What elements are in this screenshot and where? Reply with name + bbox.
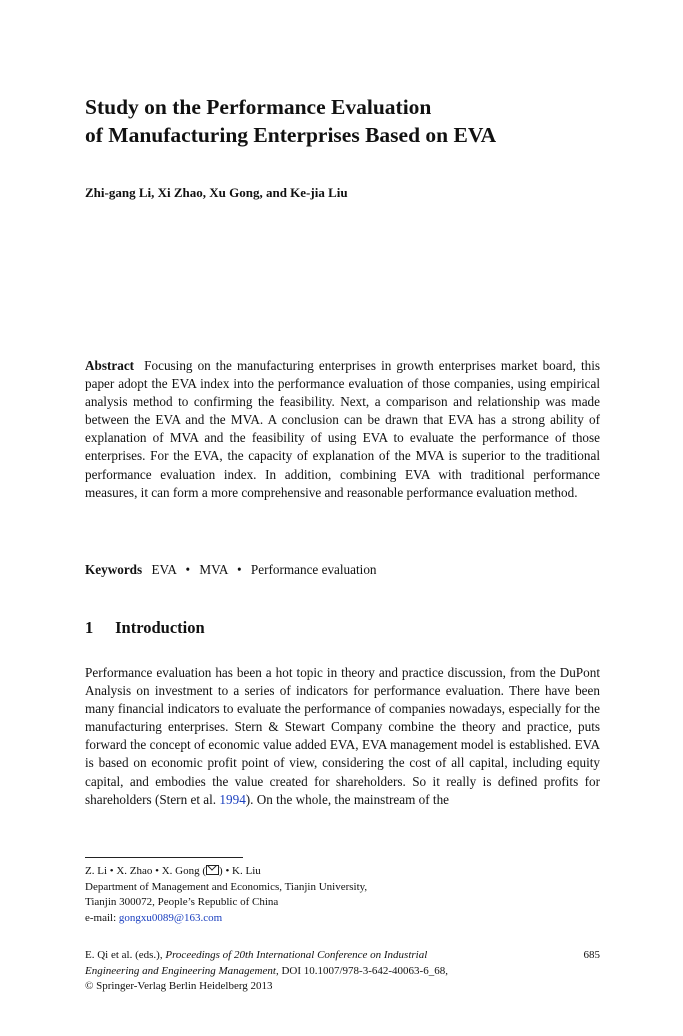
page-number: 685 xyxy=(583,949,600,961)
keyword-separator: • xyxy=(237,562,242,577)
copyright: © Springer-Verlag Berlin Heidelberg 2013 xyxy=(85,980,273,993)
paper-title xyxy=(85,93,605,149)
title-line-1: Study on the Performance Evaluation xyxy=(85,95,432,119)
section-heading xyxy=(85,618,205,638)
doi: , DOI 10.1007/978-3-642-40063-6_68, xyxy=(275,964,448,977)
keyword-item: MVA xyxy=(199,562,228,577)
keyword-item: Performance evaluation xyxy=(250,562,377,577)
abstract-text: Focusing on the manufacturing enterprises in growth enterprises market board, this paper adopt the EVA index into the performance evaluation of those companies, using empirical analysis method to confirming the feasibility. Next, a comparison and relationship was made between the EVA and the MVA. A conclusion can be drawn that EVA has a strong ability of explanation of MVA and the feasibility of using EVA to evaluate the performance of those enterprises. For the EVA, the capacity of explanation of the MVA is superior to the traditional performance evaluation index. In addition, combining EVA with traditional performance measures, it can form a more comprehensive and reasonable performance evaluation method. xyxy=(85,358,601,500)
keyword-item: EVA xyxy=(151,562,177,577)
footnote-divider xyxy=(85,857,243,858)
intro-text-end: ). On the whole, the mainstream of the xyxy=(245,791,450,807)
email-link[interactable]: gongxu0089@163.com xyxy=(118,911,223,924)
email-label: e-mail: xyxy=(85,911,119,924)
title-line-2: of Manufacturing Enterprises Based on EVA xyxy=(85,123,497,147)
publication-info xyxy=(85,948,600,995)
affiliation-line: Department of Management and Economics, Tianjin University, xyxy=(85,880,368,893)
affiliation-line: Tianjin 300072, People’s Republic of China xyxy=(85,896,279,909)
author-list: Zhi-gang Li, Xi Zhao, Xu Gong, and Ke-jia Liu xyxy=(85,185,348,200)
abstract xyxy=(85,357,600,502)
intro-text: Performance evaluation has been a hot topic in theory and practice discussion, from the DuPont Analysis on investment to a series of indicators for performance evaluation. There have been many financial indicators to evaluate the performance of companies nowadays, especially for the manufacturing enterprises. Stern & Stewart Company combine the theory and practice, puts forward the concept of economic value added EVA, EVA management model is established. EVA is based on economic profit point of view, considering the cost of all capital, including equity capital, and embodies the value created for shareholders. So it really is defined profits for shareholders (Stern et al. xyxy=(85,665,600,807)
proceedings-title: Proceedings of 20th International Conference on Industrial xyxy=(165,949,428,961)
citation-link[interactable]: 1994 xyxy=(219,791,246,807)
author-footnote xyxy=(85,864,600,926)
introduction-paragraph xyxy=(85,664,600,809)
envelope-icon xyxy=(206,865,219,875)
keywords xyxy=(85,562,377,578)
keyword-separator: • xyxy=(185,562,191,577)
section-title: Introduction xyxy=(115,618,205,637)
footnote-authors: Z. Li • X. Zhao • X. Gong ( xyxy=(85,865,207,877)
proceedings-title-cont: Engineering and Engineering Management xyxy=(85,964,276,977)
footnote-authors-end: ) • K. Liu xyxy=(219,865,261,877)
section-number: 1 xyxy=(85,618,94,637)
keywords-label: Keywords xyxy=(85,562,143,577)
abstract-label: Abstract xyxy=(85,358,135,373)
editors: E. Qi et al. (eds.), xyxy=(85,949,166,961)
